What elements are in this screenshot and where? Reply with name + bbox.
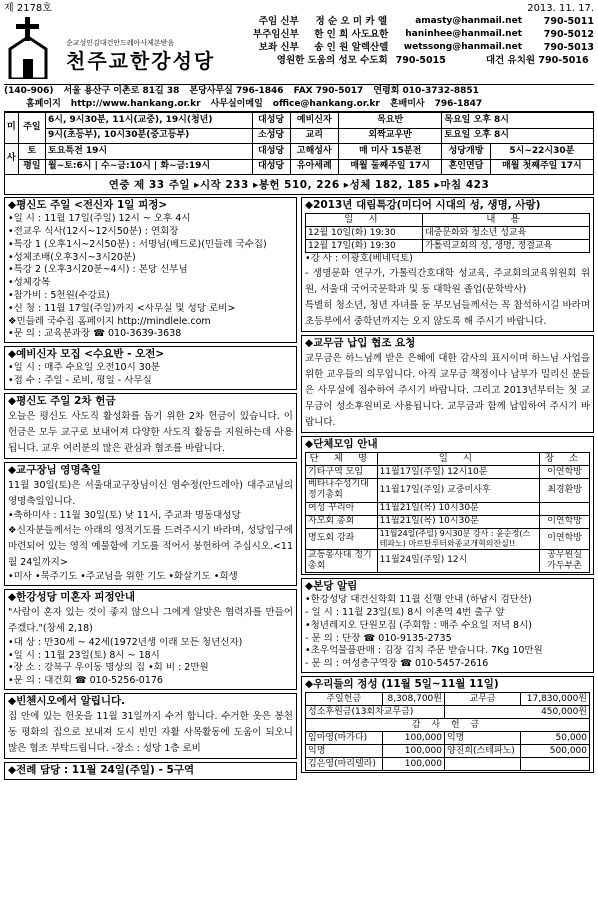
second-collection-notice: ◆평신도 주일 2차 헌금 오늘은 평신도 사도직 활성화를 돕기 위한 2차 헌금이 있습니다. 이 헌금은 모두 교구로 보내어져 다양한 사도직 활동을 지원하는데 사용됩니다. 교우 여러분의 많은 관심과 협조를 바랍니다. (4, 393, 297, 459)
parish-announcements: ◆본당 알림 •한강성당 대건신학회 11월 신행 안내 (하남시 검단산) - 일 시 : 11월 23일(토) 8시 이촌역 4번 출구 앞 •청년레지오 단원모집 (주회합 : 매주 수요일 저녁 8시) - 문 의 : 단장 ☎ 010-9135-2735 •초우억물품판매 : 김장 김치 주문 받습니다. 7Kg 10만원 - 문 의 : 여성총구역장 ☎ 010-5457-2616 (301, 578, 594, 673)
catechumen-notice: ◆예비신자 모집 <수요반 - 오전> •일 시 : 매주 수요일 오전10시 30분 •접 수 : 주일 - 로비, 평일 - 사무실 (4, 346, 297, 390)
table-row: 주일헌금 8,308,700원 교무금 17,830,000원 (306, 693, 590, 706)
table-row: 12월 10일(화) 19:30 대중문화와 청소년 성교육 (306, 227, 590, 240)
issue-line (4, 3, 594, 15)
table-row: 기타구역 모임 11월17일(주일) 12시10분 이연학방 (306, 466, 590, 479)
staff-email[interactable]: wetssong@hanmail.net (403, 42, 522, 53)
staff-row: 부주임신부 한 인 희 사도요한 haninhee@hanmail.net 790-5012 (252, 28, 594, 40)
table-row: 자모회 총회 11월21일(목) 10시30분 이연학방 (306, 515, 590, 528)
advent-lecture-notice: ◆2013년 대림특강(미디어 시대의 성, 생명, 사랑) 일 시 내 용 12월 10일(화) 19:30 대중문화와 청소년 성교육 12월 17일(화) 19:30 가톨릭교회의 성, 생명, 정결교육 •강 사 : 이광호(베네딕토) - 생명문화 연구가, 가톨릭간호대학 성교육, 주교회의교육위원회 위원, 서울대 국어국문학과 및 동 대학원 졸업(문학박사) 특별히 청소년, 청년 자녀를 둔 부모님들께서는 꼭 참석하시길 바라며 초등부에서 중학년까지는 오지 않도록 해 주시기 바랍니다. (301, 197, 594, 332)
table-row: 평일 월~토:6시 | 수~금:10시 | 화~금:19시 대성당 유아세례 매월 둘째주일 17시 혼인면담 매월 첫째주일 17시 (5, 159, 594, 175)
church-cross-icon (8, 17, 48, 79)
parish-name: 천주교한강성당 (66, 49, 216, 73)
bishop-feast-notice: ◆교구장님 영명축일 11월 30일(토)은 서울대교구장님이신 염수정(안드레아) 대주교님의 영명축일입니다. •축하미사 : 11월 30일(토) 낮 11시, 주교좌 명동대성당 ❖신자분들께서는 아래의 영적기도를 드려주시기 바라며, 성당입구에 마련되어 있는 영적 예물함에 기도를 적어서 봉헌하여 주십시오.<11월 24일까지> •미사 •묵주기도 •주교님을 위한 기도 •화살기도 •희생 (4, 462, 297, 586)
tithe-notice: ◆교무금 납입 협조 요청 교무금은 하느님께 받은 은혜에 대한 감사의 표시이며 하느님 사업을 위한 교우들의 의무입니다. 아직 교무금 책정이나 납부가 밀리신 분들은 사무실에 접수하여 주시기 바랍니다. 그리고 2013년부터는 첫 교무금이 성소후원비로 사용됩니다. 교무금과 함께 납입하여 주시기 바랍니다. (301, 335, 594, 433)
left-column (4, 197, 297, 783)
table-row: 임마영(마가다) 100,000 익명 50,000 (306, 732, 590, 745)
address-row: (140-906) 서울 용산구 이촌로 81길 38 본당사무실 796-1846 FAX 790-5017 연령회 010-3732-8851 (4, 85, 479, 96)
staff-email[interactable]: amasty@hanmail.net (415, 15, 522, 26)
liturgy-duty: ◆전례 담당 : 11월 24일(주일) - 5구역 (4, 762, 297, 780)
issue-date: 2013. 11. 17. (527, 3, 594, 14)
content-columns (4, 197, 594, 783)
table-row: 12월 17일(화) 19:30 가톨릭교회의 성, 생명, 정결교육 (306, 240, 590, 253)
table-row: 성소후원금(13회차교무금) 450,000원 (306, 706, 590, 719)
contact-block (4, 85, 594, 112)
table-row: 교동봉사대 정기총회 11월24일(주일) 12시 공무원실 가두부촌 (306, 549, 590, 573)
table-row: 미 주일 6시, 9시30분, 11시(교중), 19시(청년) 대성당 예비신자 목요반 목요일 오후 8시 (5, 113, 594, 129)
staff-row: 보좌 신부 송 인 원 알렉산델 wetssong@hanmail.net 790-5013 (258, 42, 594, 54)
staff-list (227, 15, 594, 84)
group-meetings: ◆단체모임 안내 단 체 명 일 시 장 소 기타구역 모임 11월17일(주일) 12시10분 이연학방 베타나수성기대 정기총회 11월17일(주일) 교중미사후 최경환방 여성 꾸리아 11월21일(목) 10시30분 자모회 총회 11월21일(목) 10시30분 이연학방 명도회 강좌 11월24일(주일) 9시30분 강사 : 윤순정(스테파노) 마르탄루터와종교개혁의잔실!! 이연학방 교동봉사대 정기총회 11월24일(주일) 12시 공무원실 가두부촌 (301, 436, 594, 575)
meetings-table: 단 체 명 일 시 장 소 기타구역 모임 11월17일(주일) 12시10분 이연학방 베타나수성기대 정기총회 11월17일(주일) 교중미사후 최경환방 여성 꾸리아 11월21일(목) 10시30분 자모회 총회 11월21일(목) 10시30분 이연학방 명도회 강좌 11월24일(주일) 9시30분 강사 : 윤순정(스테파노) 마르탄루터와종교개혁의잔실!! 이연학방 교동봉사대 정기총회 11월24일(주일) 12시 공무원실 가두부촌 (305, 452, 590, 573)
web-row: 홈페이지 http://www.hankang.or.kr 사무실이메일 office@hankang.or.kr 혼배미사 796-1847 (26, 98, 483, 109)
offerings-table: 주일헌금 8,308,700원 교무금 17,830,000원 성소후원금(13회차교무금) 450,000원 감 사 헌 금 임마영(마가다) 100,000 익명 50,000 익명 100,000 양진희(스테파노) 500,000 김은영(마리텔라) 100,000 (305, 692, 590, 771)
homepage-link[interactable]: http://www.hankang.or.kr (70, 98, 201, 109)
parish-subtitle: 순교성인김대건안드레아사제본받음 (66, 39, 175, 47)
notice-title: ◆평신도 주일 <전신자 1일 피정> (8, 199, 168, 211)
parish-logo (4, 15, 227, 84)
lecture-table: 일 시 내 용 12월 10일(화) 19:30 대중문화와 청소년 성교육 12월 17일(화) 19:30 가톨릭교회의 성, 생명, 정결교육 (305, 213, 590, 253)
table-row: 익명 100,000 양진희(스테파노) 500,000 (306, 745, 590, 758)
masthead (4, 15, 594, 85)
mindlele-link[interactable]: ❖민들레 국수집 홈페이지 http://mindlele.com (8, 315, 211, 327)
liturgy-stats: 연중 제 33 주일 ▸시작 233 ▸봉헌 510, 226 ▸성체 182, 185 ▸마침 423 (4, 175, 594, 195)
offerings-box: ◆우리들의 정성 (11월 5일~11월 11일) 주일헌금 8,308,700원 교무금 17,830,000원 성소후원금(13회차교무금) 450,000원 감 사 헌 금 임마영(마가다) 100,000 익명 50,000 익명 100,000 양진희(스테파노) 500,000 김은영(마리텔라) 100,000 (301, 676, 594, 773)
table-row: 여성 꾸리아 11월21일(목) 10시30분 (306, 502, 590, 515)
vincent-notice: ◆빈첸시오에서 알립니다. 집 안에 있는 헌옷을 11월 31일까지 수거 합니다. 수거한 옷은 봉천동 평화의 집으로 보내져 도시 빈민 자활 사목활동에 도움이 되오니 많은 협조 부탁드립니다. -장소 : 성당 1층 로비 (4, 693, 297, 759)
retreat-notice: ◆평신도 주일 <전신자 1일 피정> •일 시 : 11월 17일(주일) 12시 ~ 오후 4시 •전교우 식사(12시~12시50분) : 연회장 •특강 1 (오후1시~2시50분) : 서명님(베드로)(민들레 국수집) •성체조배(오후3시~3시20분) •특강 2 (오후3시20분~4시) : 본당 신부님 •성체강복 •참가비 : 5천원(수강료) •신 청 : 11월 17일(주일)까지 <사무실 및 성당 로비> ❖민들레 국수집 홈페이지 http://mindlele.com •문 의 : 교육분과장 ☎ 010-3639-3638 (4, 197, 297, 343)
table-row: 9시(초등부), 10시30분(중고등부) 소성당 교리 외짝교우반 토요일 오후 8시 (5, 128, 594, 144)
convent-row: 영원한 도움의 성모 수도회 790-5015 대건 유치원 790-5016 (276, 55, 589, 67)
right-column (301, 197, 594, 783)
table-row: 명도회 강좌 11월24일(주일) 9시30분 강사 : 윤순정(스테파노) 마르탄루터와종교개혁의잔실!! 이연학방 (306, 528, 590, 549)
issue-number: 제 2178호 (4, 3, 52, 14)
single-retreat-notice: ◆한강성당 미혼자 피정안내 "사람이 혼자 있는 것이 좋지 않으니 그에게 알맞은 협력자를 만들어 주겠다."(창세 2,18) •대 상 : 만30세 ~ 42세(1972년생 이래 모든 청년신자) •일 시 : 11월 23일(토) 8시 ~ 18시 •장 소 : 강북구 우이동 명상의 집 •회 비 : 2만원 •문 의 : 대건회 ☎ 010-5256-0176 (4, 589, 297, 690)
table-row: 베타나수성기대 정기총회 11월17일(주일) 교중미사후 최경환방 (306, 479, 590, 503)
office-email-link[interactable]: office@hankang.or.kr (272, 98, 380, 109)
mass-schedule-table (4, 112, 594, 175)
table-row: 김은영(마리텔라) 100,000 (306, 758, 590, 771)
table-row: 사 토 토요특전 19시 대성당 고해성사 매 미사 15분전 성당개방 5시~22시30분 (5, 144, 594, 160)
staff-row: 주임 신부 정 순 오 미 카 엘 amasty@hanmail.net 790-5011 (258, 15, 594, 27)
staff-email[interactable]: haninhee@hanmail.net (405, 29, 522, 40)
